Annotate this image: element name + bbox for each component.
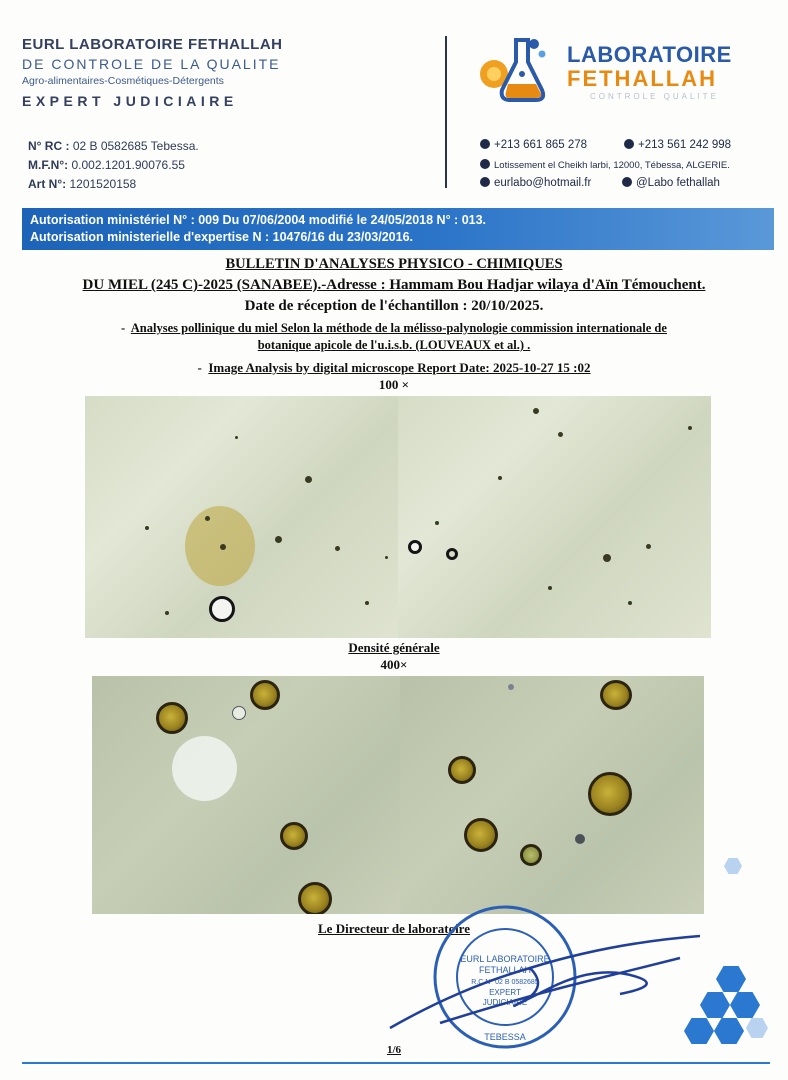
density-label: Densité générale (348, 640, 440, 655)
brand-name-line1: LABORATOIRE (567, 42, 732, 67)
stamp-inner-4: EXPERT (489, 988, 521, 997)
phone-icon (480, 139, 490, 149)
company-subtitle: DE CONTROLE DE LA QUALITE (22, 56, 281, 72)
image-analysis-line: - Image Analysis by digital microscope Report Date: 2025-10-27 15 :02 (197, 360, 591, 375)
email: eurlabo@hotmail.fr (480, 177, 591, 189)
company-expert: EXPERT JUDICIAIRE (22, 93, 238, 109)
director-label: Le Directeur de laboratoire (318, 921, 470, 936)
report-title: BULLETIN D'ANALYSES PHYSICO - CHIMIQUES (225, 256, 563, 272)
reception-date: Date de réception de l'échantillon : 20/10/2025. (244, 298, 544, 314)
phone-1: +213 661 865 278 (480, 139, 587, 151)
signature-icon (380, 928, 730, 1038)
brand-tagline: CONTROLE QUALITE (590, 92, 719, 101)
facebook-icon (622, 177, 632, 187)
email-icon (480, 177, 490, 187)
authorization-banner (22, 208, 774, 250)
stamp-inner-1: EURL LABORATOIRE (460, 954, 550, 964)
micrograph-100x-right (398, 396, 711, 638)
stamp-inner-3: R.C.N° 02 B 0582685 (471, 979, 539, 986)
micrograph-400x-left (92, 676, 400, 914)
header-divider (445, 36, 447, 188)
sample-line: DU MIEL (245 C)-2025 (SANABEE).-Adresse : Hammam Bou Hadjar wilaya d'Aïn Témouchent. (82, 277, 706, 293)
footer-line (22, 1062, 770, 1064)
magnification-100: 100 × (378, 377, 410, 392)
rc-number: N° RC : 02 B 0582685 Tebessa. (28, 139, 199, 153)
mf-number: M.F.N°: 0.002.1201.90076.55 (28, 158, 185, 172)
stamp-inner-2: FETHALLAH (478, 965, 532, 975)
authorization-line-1: Autorisation ministériel N° : 009 Du 07/06/2004 modifié le 24/05/2018 N° : 013. (30, 213, 487, 227)
phone-icon (624, 139, 634, 149)
micrograph-400x-right (400, 676, 704, 914)
location-icon (480, 159, 490, 169)
method-description: - Analyses pollinique du miel Selon la méthode de la mélisso-palynologie commission internationale de botanique apicole de l'u.i.s.b. (LOUVEAUX et al.) . (121, 321, 667, 352)
company-activities: Agro-alimentaires-Cosmétiques-Détergents (22, 75, 224, 87)
page-number: 1/6 (386, 1044, 402, 1056)
facebook: @Labo fethallah (622, 177, 720, 189)
magnification-400: 400× (380, 657, 408, 672)
stamp-inner-5: JUDICIAIRE (482, 998, 528, 1007)
micrograph-100x-left (85, 396, 398, 638)
art-number: Art N°: 1201520158 (28, 177, 137, 191)
lab-flask-logo-icon (478, 34, 554, 106)
stamp-city: TEBESSA (484, 1032, 526, 1042)
address: Lotissement el Cheikh larbi, 12000, Tébessa, ALGERIE. (480, 159, 730, 171)
brand-name-line2: FETHALLAH (567, 66, 717, 91)
company-name: EURL LABORATOIRE FETHALLAH (22, 36, 283, 53)
authorization-line-2: Autorisation ministerielle d'expertise N : 10476/16 du 23/03/2016. (30, 230, 414, 244)
phone-2: +213 561 242 998 (624, 139, 731, 151)
